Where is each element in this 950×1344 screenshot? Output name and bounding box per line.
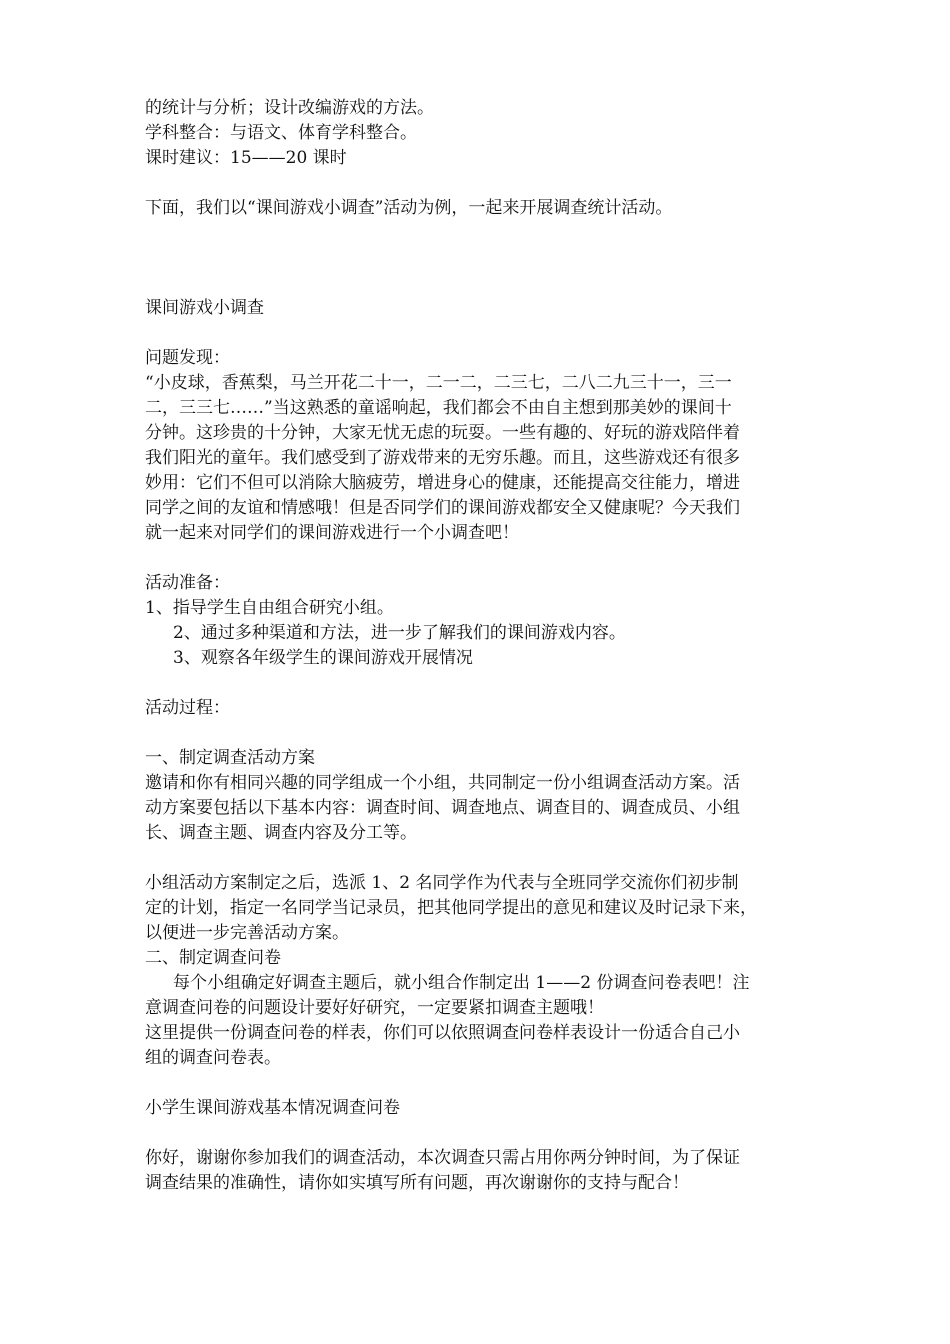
problem-paragraph-line: 就一起来对同学们的课间游戏进行一个小调查吧！ — [145, 523, 519, 543]
problem-paragraph-line: 二，三三七……”当这熟悉的童谣响起，我们都会不由自主想到那美妙的课间十 — [145, 398, 732, 418]
process-heading: 活动过程： — [145, 698, 230, 718]
step1-heading: 一、制定调查活动方案 — [145, 748, 315, 768]
step2-paragraph-line: 组的调查问卷表。 — [145, 1048, 281, 1068]
step2-paragraph-line: 每个小组确定好调查主题后，就小组合作制定出 1——2 份调查问卷表吧！注 — [173, 973, 750, 993]
step2-paragraph-line: 这里提供一份调查问卷的样表，你们可以依照调查问卷样表设计一份适合自己小 — [145, 1023, 740, 1043]
questionnaire-greeting-line: 你好，谢谢你参加我们的调查活动，本次调查只需占用你两分钟时间，为了保证 — [145, 1148, 740, 1168]
step1b-paragraph-line: 定的计划，指定一名同学当记录员，把其他同学提出的意见和建议及时记录下来， — [145, 898, 757, 918]
problem-paragraph-line: “小皮球，香蕉梨，马兰开花二十一，二一二，二三七，二八二九三十一，三一 — [145, 373, 732, 393]
problem-paragraph-line: 分钟。这珍贵的十分钟，大家无忧无虑的玩耍。一些有趣的、好玩的游戏陪伴着 — [145, 423, 740, 443]
blank-line — [145, 1071, 815, 1096]
document-body — [145, 96, 815, 1196]
blank-line — [145, 546, 815, 571]
blank-line — [145, 171, 815, 196]
problem-paragraph-line: 同学之间的友谊和情感哦！但是否同学们的课间游戏都安全又健康呢？今天我们 — [145, 498, 740, 518]
prep-item-2: 2、通过多种渠道和方法，进一步了解我们的课间游戏内容。 — [173, 623, 626, 643]
step1-paragraph-line: 长、调查主题、调查内容及分工等。 — [145, 823, 417, 843]
problem-heading: 问题发现： — [145, 348, 230, 368]
step1b-paragraph-line: 以便进一步完善活动方案。 — [145, 923, 349, 943]
intro-class-hours: 课时建议：15——20 课时 — [145, 148, 347, 168]
problem-paragraph-line: 妙用：它们不但可以消除大脑疲劳，增进身心的健康，还能提高交往能力，增进 — [145, 473, 740, 493]
intro-line-1: 的统计与分析；设计改编游戏的方法。 — [145, 98, 434, 118]
blank-line — [145, 1121, 815, 1146]
questionnaire-title: 小学生课间游戏基本情况调查问卷 — [145, 1098, 400, 1118]
blank-line — [145, 846, 815, 871]
prep-heading: 活动准备： — [145, 573, 230, 593]
step1-paragraph-line: 邀请和你有相同兴趣的同学组成一个小组，共同制定一份小组调查活动方案。活 — [145, 773, 740, 793]
intro-activity-lead: 下面，我们以“课间游戏小调查”活动为例，一起来开展调查统计活动。 — [145, 198, 673, 218]
blank-space — [145, 221, 815, 296]
step2-heading: 二、制定调查问卷 — [145, 948, 281, 968]
step2-paragraph-line: 意调查问卷的问题设计要好好研究，一定要紧扣调查主题哦！ — [145, 998, 604, 1018]
problem-paragraph-line: 我们阳光的童年。我们感受到了游戏带来的无穷乐趣。而且，这些游戏还有很多 — [145, 448, 740, 468]
step1-paragraph-line: 动方案要包括以下基本内容：调查时间、调查地点、调查目的、调查成员、小组 — [145, 798, 740, 818]
survey-title: 课间游戏小调查 — [145, 298, 264, 318]
questionnaire-greeting-line: 调查结果的准确性，请你如实填写所有问题，再次谢谢你的支持与配合！ — [145, 1173, 689, 1193]
prep-item-1: 1、指导学生自由组合研究小组。 — [145, 598, 394, 618]
blank-line — [145, 721, 815, 746]
blank-line — [145, 321, 815, 346]
intro-subject-integration: 学科整合：与语文、体育学科整合。 — [145, 123, 417, 143]
prep-item-3: 3、观察各年级学生的课间游戏开展情况 — [173, 648, 473, 668]
step1b-paragraph-line: 小组活动方案制定之后，选派 1、2 名同学作为代表与全班同学交流你们初步制 — [145, 873, 739, 893]
blank-line — [145, 671, 815, 696]
